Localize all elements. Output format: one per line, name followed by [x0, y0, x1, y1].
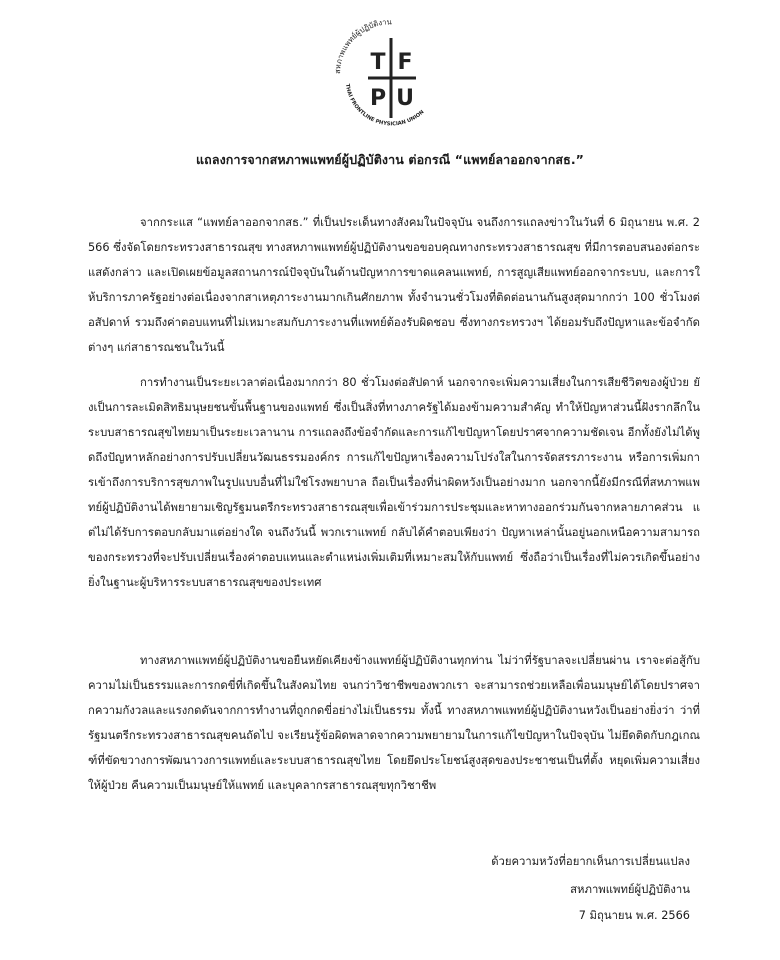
- signature-date: 7 มิถุนายน พ.ศ. 2566: [578, 909, 690, 922]
- logo-arc-thai-text: สหภาพแพทย์ผู้ปฏิบัติงาน: [332, 17, 392, 75]
- closing-line: ด้วยความหวังที่อยากเห็นการเปลี่ยนแปลง: [491, 855, 690, 868]
- logo-letter-f: F: [397, 50, 413, 75]
- logo-letter-t: T: [370, 50, 386, 75]
- paragraph-1: จากกระแส “แพทย์ลาออกจากสธ.” ที่เป็นประเด็นทางสังคมในปัจจุบัน จนถึงการแถลงข่าวในวันที่ 6 มิถุนายน พ.ศ. 2566 ซึ่งจัดโดยกระทรวงสาธารณสุข ทางสหภาพแพทย์ผู้ปฏิบัติงานขอขอบคุณทางกระทรวงสาธารณสุข ที่มีการตอบสนองต่อกระแสดังกล่าว และเปิดเผยข้อมูลสถานการณ์ปัจจุบันในด้านปัญหาการขาดแคลนแพทย์, การสูญเสียแพทย์ออกจากระบบ, และการให้บริการภาครัฐอย่างต่อเนื่องจากสาเหตุภาระงานมากเกินศักยภาพ ทั้งจำนวนชั่วโมงที่ติดต่อนานกันสูงสุดมากกว่า 100 ชั่วโมงต่อสัปดาห์ รวมถึงค่าตอบแทนที่ไม่เหมาะสมกับภาระงานที่แพทย์ต้องรับผิดชอบ ซึ่งทางกระทรวงฯ ได้ยอมรับถึงปัญหาและข้อจำกัดต่างๆ แก่สาธารณชนในวันนี้: [88, 216, 700, 354]
- union-logo: [322, 14, 456, 136]
- signature-org: สหภาพแพทย์ผู้ปฏิบัติงาน: [570, 883, 690, 896]
- paragraph-2: การทำงานเป็นระยะเวลาต่อเนื่องมากกว่า 80 ชั่วโมงต่อสัปดาห์ นอกจากจะเพิ่มความเสี่ยงในการเสียชีวิตของผู้ป่วย ยังเป็นการละเมิดสิทธิมนุษยชนขั้นพื้นฐานของแพทย์ ซึ่งเป็นสิ่งที่ทางภาครัฐได้มองข้ามความสำคัญ ทำให้ปัญหาส่วนนี้ฝังรากลึกในระบบสาธารณสุขไทยมาเป็นระยะเวลานาน การแถลงถึงข้อจำกัดและการแก้ไขปัญหาโดยปราศจากความชัดเจน อีกทั้งยังไม่ได้พูดถึงปัญหาหลักอย่างการปรับเปลี่ยนวัฒนธรรมองค์กร การแก้ไขปัญหาเรื่องความโปร่งใสในการจัดสรรภาระงาน หรือการเพิ่มการเข้าถึงการบริการสุขภาพในรูปแบบอื่นที่ไม่ใช่โรงพยาบาล ถือเป็นเรื่องที่น่าผิดหวังเป็นอย่างมาก นอกจากนี้ยังมีกรณีที่สหภาพแพทย์ผู้ปฏิบัติงานได้พยายามเชิญรัฐมนตรีกระทรวงสาธารณสุขเพื่อเข้าร่วมการประชุมและหาทางออกร่วมกันจากหลายภาคส่วน แต่ไม่ได้รับการตอบกลับมาแต่อย่างใด จนถึงวันนี้ พวกเราแพทย์ กลับได้คำตอบเพียงว่า ปัญหาเหล่านั้นอยู่นอกเหนือความสามารถของกระทรวงที่จะปรับเปลี่ยนเรื่องค่าตอบแทนและตำแหน่งเพิ่มเติมที่เหมาะสมให้กับแพทย์ ซึ่งถือว่าเป็นเรื่องที่ไม่ควรเกิดขึ้นอย่างยิ่งในฐานะผู้บริหารระบบสาธารณสุขของประเทศ: [88, 376, 700, 589]
- logo-arc-english-text: THAI FRONTLINE PHYSICIAN UNION: [343, 83, 426, 128]
- tfpu-logo-mark: [322, 14, 456, 136]
- logo-letter-u: U: [396, 86, 414, 111]
- paragraph-3: ทางสหภาพแพทย์ผู้ปฏิบัติงานขอยืนหยัดเคียงข้างแพทย์ผู้ปฏิบัติงานทุกท่าน ไม่ว่าที่รัฐบาลจะเปลี่ยนผ่าน เราจะต่อสู้กับความไม่เป็นธรรมและการกดขี่ที่เกิดขึ้นในสังคมไทย จนกว่าวิชาชีพของพวกเรา จะสามารถช่วยเหลือเพื่อนมนุษย์ได้โดยปราศจากความกังวลและแรงกดดันจากการทำงานที่ถูกกดขี่อย่างไม่เป็นธรรม ทั้งนี้ ทางสหภาพแพทย์ผู้ปฏิบัติงานหวังเป็นอย่างยิ่งว่า ว่าที่รัฐมนตรีกระทรวงสาธารณสุขคนถัดไป จะเรียนรู้ข้อผิดพลาดจากความพยายามในการแก้ไขปัญหาในปัจจุบัน ไม่ยึดติดกับกฎเกณฑ์ที่ขัดขวางการพัฒนาวงการแพทย์และระบบสาธารณสุขไทย โดยยึดประโยชน์สูงสุดของประชาชนเป็นที่ตั้ง หยุดเพิ่มความเสี่ยงให้ผู้ป่วย คืนความเป็นมนุษย์ให้แพทย์ และบุคลากรสาธารณสุขทุกวิชาชีพ: [88, 654, 700, 792]
- document-title: แถลงการจากสหภาพแพทย์ผู้ปฏิบัติงาน ต่อกรณี “แพทย์ลาออกจากสธ.”: [196, 152, 584, 167]
- logo-letter-p: P: [369, 86, 387, 111]
